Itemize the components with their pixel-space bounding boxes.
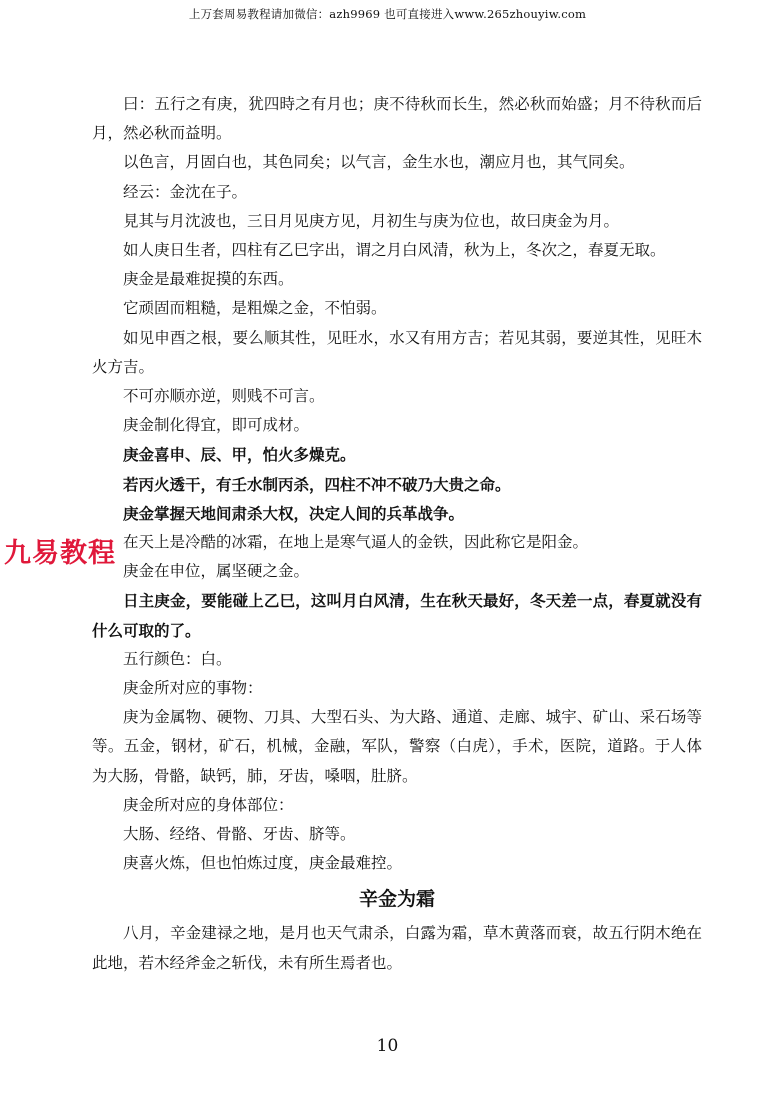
- paragraph: 庚金是最难捉摸的东西。: [123, 270, 294, 289]
- paragraph: 庚金喜申、辰、甲，怕火多燥克。: [123, 445, 356, 465]
- paragraph: 它顽固而粗糙，是粗燥之金，不怕弱。: [123, 299, 387, 318]
- paragraph: 经云：金沈在子。: [123, 182, 248, 201]
- paragraph: 不可亦顺亦逆，则贱不可言。: [123, 387, 325, 406]
- paragraph: 見其与月沈波也，三日月见庚方见，月初生与庚为位也，故曰庚金为月。: [123, 211, 620, 230]
- paragraph: 八月，辛金建禄之地，是月也天气肃杀，白露为霜，草木黄落而衰，故五行阴木绝在此地，若木经斧金之斩伐，未有所生焉者也。: [92, 924, 702, 972]
- section-paragraph-list: [92, 919, 702, 977]
- paragraph: 庚金所对应的事物：: [123, 679, 263, 698]
- document-body: [92, 90, 702, 978]
- paragraph: 庚金所对应的身体部位：: [123, 795, 294, 814]
- section-title: 辛金为霜: [358, 888, 435, 911]
- paragraph: 若丙火透干，有壬水制丙杀，四柱不冲不破乃大贵之命。: [123, 474, 511, 494]
- paragraph: 日主庚金，要能碰上乙巳，这叫月白风清，生在秋天最好，冬天差一点，春夏就没有什么可取的了。: [92, 591, 702, 640]
- paragraph: 庚为金属物、硬物、刀具、大型石头、为大路、通道、走廊、城宇、矿山、采石场等等。五金，钢材，矿石，机械，金融，军队，警察（白虎），手术，医院，道路。于人体为大肠，骨骼，缺钙，肺，牙齿，嗓咽，肚脐。: [92, 708, 702, 785]
- paragraph: 庚金制化得宜，即可成材。: [123, 416, 310, 435]
- paragraph: 以色言，月固白也，其色同矣；以气言，金生水也，潮应月也，其气同矣。: [123, 153, 635, 172]
- paragraph: 如人庚日生者，四柱有乙巳字出，谓之月白风清，秋为上，冬次之，春夏无取。: [123, 241, 666, 260]
- paragraph: 庚喜火炼，但也怕炼过度，庚金最难控。: [123, 854, 403, 873]
- page-number: 10: [376, 1036, 399, 1056]
- paragraph: 大肠、经络、骨骼、牙齿、脐等。: [123, 825, 356, 844]
- page-header: 上万套周易教程请加微信：azh9969 也可直接进入www.265zhouyiw.com: [188, 7, 587, 21]
- paragraph: 如见申酉之根，要么顺其性，见旺水，水又有用方吉；若见其弱，要逆其性，见旺木火方吉。: [92, 328, 702, 376]
- paragraph: 曰：五行之有庚，犹四時之有月也；庚不待秋而长生，然必秋而始盛；月不待秋而后月，然必秋而益明。: [92, 95, 702, 143]
- paragraph: 在天上是冷酷的冰霜，在地上是寒气逼人的金铁，因此称它是阳金。: [123, 533, 589, 552]
- paragraph: 庚金掌握天地间肃杀大权，决定人间的兵革战争。: [123, 503, 465, 523]
- watermark-logo: 九易教程: [4, 538, 116, 569]
- paragraph: 五行颜色：白。: [123, 649, 232, 668]
- paragraph-list: [92, 90, 702, 878]
- paragraph: 庚金在申位，属坚硬之金。: [123, 562, 310, 581]
